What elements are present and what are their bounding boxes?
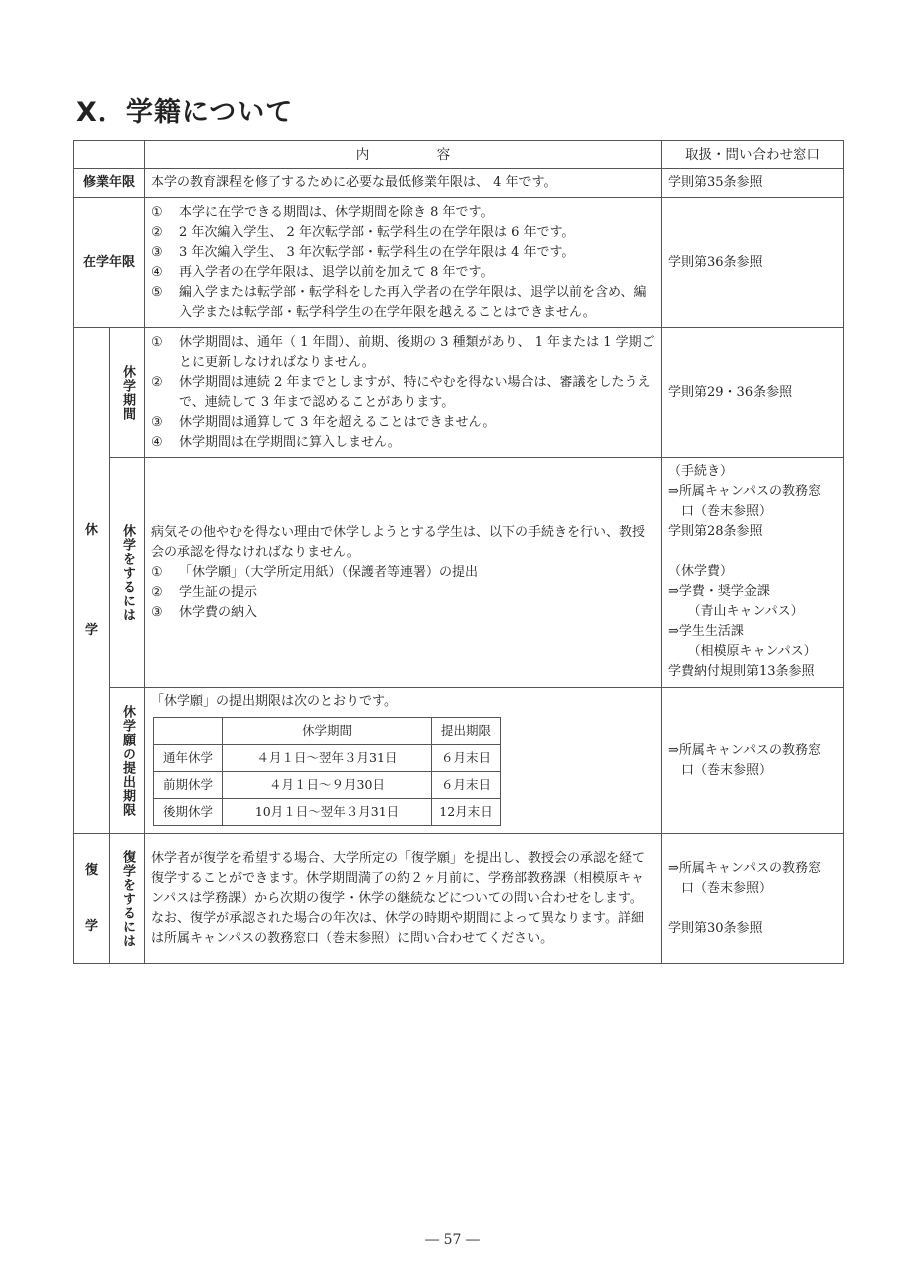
- row-ref-fukugaku: ⇒所属キャンパスの教務窓 口（巻末参照） 学則第30条参照: [662, 834, 844, 964]
- list-item: ② 休学期間は連続 2 年までとしますが、特にやむを得ない場合は、審議をしたうえで、連続して 3 年まで認めることがあります。: [151, 374, 651, 410]
- list-item: ② 学生証の提示: [151, 584, 258, 600]
- row-text-shugyo: 本学の教育課程を修了するために必要な最低修業年限は、 4 年です。: [145, 169, 662, 198]
- list-item: ④ 再入学者の在学年限は、退学以前を加えて 8 年です。: [151, 264, 494, 280]
- list-item: ⑤ 編入学または転学部・転学科をした再入学者の在学年限は、退学以前を含め、編入学または転学部・転学科学生の在学年限を越えることはできません。: [151, 284, 647, 320]
- row-label-zaigaku: 在学年限: [74, 198, 145, 328]
- table-row: [74, 328, 844, 458]
- enrollment-table: [73, 140, 844, 964]
- row-ref-shugyo: 学則第35条参照: [662, 169, 844, 198]
- list-item: ② 2 年次編入学生、 2 年次転学部・転学科生の在学年限は 6 年です。: [151, 224, 575, 240]
- deadline-table-header: 休学期間 提出期限: [154, 718, 501, 745]
- row-label-shugyo: 修業年限: [74, 169, 145, 198]
- table-row: [74, 169, 844, 198]
- list-item: ③ 休学費の納入: [151, 604, 258, 620]
- list-item: ③ 3 年次編入学生、 3 年次転学部・転学科生の在学年限は 4 年です。: [151, 244, 575, 260]
- table-row: [74, 688, 844, 834]
- group-label-kyugaku: 休 学: [74, 328, 110, 834]
- list-item: ① 休学期間は、通年（ 1 年間）、前期、後期の 3 種類があり、 1 年または 1 学期ごとに更新しなければなりません。: [151, 334, 655, 370]
- row-label-fukugaku: 復学をするには: [110, 834, 145, 964]
- row-text-kyugaku-procedure: 病気その他やむを得ない理由で休学しようとする学生は、以下の手続きを行い、教授会の承認を得なければなりません。 ① 「休学願」（大学所定用紙）（保護者等連署）の提出 ② 学生証の提示 ③ 休学費の納入: [145, 458, 662, 688]
- page-number: ― 57 ―: [425, 1232, 480, 1248]
- row-list-zaigaku: [145, 198, 662, 328]
- row-ref-kyugaku-period: 学則第29・36条参照: [662, 328, 844, 458]
- table-row: 後期休学 10月１日〜翌年３月31日 12月末日: [154, 799, 501, 826]
- row-list-kyugaku-period: [145, 328, 662, 458]
- row-label-kyugaku-deadline: 休学願の提出期限: [110, 688, 145, 834]
- header-content: 内 容: [145, 141, 662, 169]
- table-row: [74, 198, 844, 328]
- list-item: ① 本学に在学できる期間は、休学期間を除き 8 年です。: [151, 204, 494, 220]
- header-contact: 取扱・問い合わせ窓口: [662, 141, 844, 169]
- row-text-kyugaku-deadline: 「休学願」の提出期限は次のとおりです。 休学期間 提出期限 通年休学 ４月１日〜翌年３月31日 ６月末日 前期休学 ４月１日〜９月30日 ６月末日 後期休学 10月１日〜翌年３月31日 12月末日: [145, 688, 662, 834]
- table-row: [74, 834, 844, 964]
- table-row: 前期休学 ４月１日〜９月30日 ６月末日: [154, 772, 501, 799]
- table-header-row: [74, 141, 844, 169]
- row-ref-kyugaku-procedure: （手続き） ⇒所属キャンパスの教務窓 口（巻末参照） 学則第28条参照 （休学費） ⇒学費・奨学金課 （青山キャンパス） ⇒学生生活課 （相模原キャンパス） 学費納付規則第13条参照: [662, 458, 844, 688]
- list-item: ③ 休学期間は通算して 3 年を超えることはできません。: [151, 414, 496, 430]
- table-row: 通年休学 ４月１日〜翌年３月31日 ６月末日: [154, 745, 501, 772]
- group-label-fukugaku: 復 学: [74, 834, 110, 964]
- row-ref-kyugaku-deadline: ⇒所属キャンパスの教務窓 口（巻末参照）: [662, 688, 844, 834]
- row-ref-zaigaku: 学則第36条参照: [662, 198, 844, 328]
- row-label-kyugaku-period: 休学期間: [110, 328, 145, 458]
- deadline-table: [153, 717, 501, 826]
- row-label-kyugaku-procedure: 休学をするには: [110, 458, 145, 688]
- list-item: ① 「休学願」（大学所定用紙）（保護者等連署）の提出: [151, 564, 479, 580]
- page-title: X．学籍について: [76, 97, 294, 128]
- table-row: [74, 458, 844, 688]
- row-text-fukugaku: 休学者が復学を希望する場合、大学所定の「復学願」を提出し、教授会の承認を経て復学することができます。休学期間満了の約２ヶ月前に、学務部教務課（相模原キャンパスは学務課）から次期の復学・休学の継続などについての問い合わせをします。なお、復学が承認された場合の年次は、休学の時期や期間によって異なります。詳細は所属キャンパスの教務窓口（巻末参照）に問い合わせてください。: [145, 834, 662, 964]
- list-item: ④ 休学期間は在学期間に算入しません。: [151, 434, 401, 450]
